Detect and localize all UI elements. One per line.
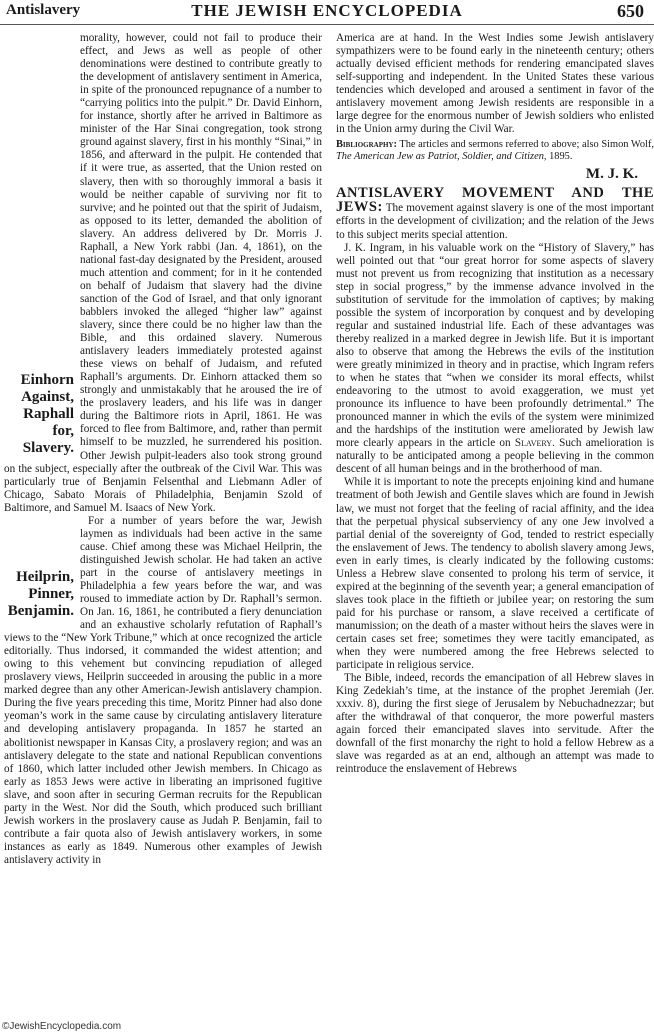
page-number: 650 <box>617 1 644 21</box>
page-header <box>0 0 654 25</box>
right-paragraph-bible: The Bible, indeed, records the emancipation of all Hebrew slaves in King Zedekiah’s time, at the instance of the prophet Jeremiah (Jer. xxxiv. 8), during the first siege of Jerusalem by Nebuchadnezzar; but after the withdrawal of that conqueror, the more powerful masters again forced their emancipated slaves into servitude. After the downfall of the first monarchy the right to hold a fellow Hebrew as a slave was regarded as at an end, although an attempt was made to reintroduce the enslavement of Hebrews <box>336 672 654 776</box>
margin-heading-heilprin: Heilprin, Pinner, Benjamin. <box>7 568 74 619</box>
article-intro-paragraph <box>336 187 654 241</box>
left-paragraph-1 <box>4 32 322 515</box>
right-paragraph-ingram <box>336 242 654 477</box>
author-signature: M. J. K. <box>585 166 638 183</box>
left-paragraph-2 <box>4 515 322 867</box>
bibliography-text: The articles and sermons referred to above; also Simon Wolf, <box>396 139 654 151</box>
article-intro-text: The movement against slavery is one of the most important efforts in the development of civilization; and the relation of the Jews to this subject merits special attention. <box>336 202 654 241</box>
left-paragraph-2-text: For a number of years before the war, Jewish laymen as individuals had been active in the same cause. Chief among these was Michael Heilprin, the distinguished Jewish scholar. He had taken an active part in the course of antislavery meetings in Philadelphia a few years before the war, and was roused to immediate action by Dr. Raphall’s sermon. On Jan. 16, 1861, he contributed a fiery denunciation and an exhaustive scholarly refutation of Raphall’s views to the “New York Tribune,” which at once recognized the article editorially. Thus indorsed, it commanded the widest attention; and owing to this vehement but convincing repudiation of alleged proslavery views, Heilprin succeeded in arousing the public in a more marked degree than any other American-Jewish antislavery champion. During the five years preceding this time, Moritz Pinner had also done yeoman’s work in the same cause by circulating antislavery literature and developing antislavery propaganda. In 1857 he started an abolitionist newspaper in Kansas City, a proslavery region; and was an antislavery delegate to the state and national Republican conventions of 1860, which latter included other Jewish members. In Chicago as early as 1853 Jews were active in liberating an imprisoned fugitive slave, and soon after in securing German recruits for the Republican party in the West. Nor did the South, which produced such brilliant Jewish workers in the proslavery cause as Judah P. Benjamin, fail to contribute a fair quota also of Jewish antislavery workers, in some instances as early as 1849. Numerous other examples of Jewish antislavery activity in <box>4 514 322 866</box>
bibliography-book-title: The American Jew as Patriot, Soldier, and Citizen, <box>336 151 547 163</box>
ingram-text-a: J. K. Ingram, in his valuable work on the “History of Slavery,” has well pointed out that “our great horror for some aspects of slavery must not prevent us from recognizing that institution as a necessary step in social progress,” by the immense advance involved in the substitution of servitude for the immolation of captives; by making possible the system of incorporation by conquest and by developing regular and sustained industrial life. Each of these advantages was thereby realized in a marked degree in Jewish life. But it is important also to observe that among the Hebrews the evils of the institution were greatly minimized in theory and in practise, which Ingram refers to when he states that “when we consider its moral effects, whilst endeavoring to the utmost to avoid exaggeration, we must yet pronounce its influence to have been profoundly detrimental.” The pronounced manner in which the evils of the system were minimized and the hardships of the institution were ameliorated by Jewish law more clearly appears in the article on <box>336 241 654 450</box>
bibliography-label: Bibliography: <box>336 139 397 151</box>
copyright-footer: ©JewishEncyclopedia.com <box>2 1021 122 1032</box>
slavery-cross-reference-link[interactable]: Slavery <box>514 437 553 450</box>
margin-heading-einhorn: Einhorn Against, Raphall for, Slavery. <box>20 372 74 456</box>
right-paragraph-1: America are at hand. In the West Indies some Jewish antislavery sympathizers were to be found early in the nineteenth century; others actually devised efficient methods for rendering emancipated slaves self-supporting and independent. In the United States these various tendencies which developed and aroused a sentiment in favor of the antislavery movement among Jewish residents are responsible in a large degree for the enormous number of Jewish soldiers who enlisted in the Union army during the Civil War. <box>336 32 654 136</box>
running-head-left: Antislavery <box>6 2 81 18</box>
left-column <box>4 32 322 867</box>
right-column <box>336 32 654 776</box>
publication-title: THE JEWISH ENCYCLOPEDIA <box>191 1 463 20</box>
right-paragraph-precepts: While it is important to note the precepts enjoining kind and humane treatment of both Jewish and Gentile slaves which are found in Jewish law, we must not forget that the feeling of racial affinity, and the idea that the perpetual physical subserviency of any one Jew involved a partial denial of the sovereignty of God, tended to restrict especially the enslavement of Jews. The tendency to abolish slavery among Jews, even in early times, is clearly indicated by the following customs: Unless a Hebrew slave consented to prolong his term of service, it expired at the beginning of the seventh year; a general emancipation of slaves took place in the fiftieth or jubilee year; on restoring the sum paid for his purchase or ransom, a slave received a certificate of manumission; on the death of a master without heirs the slaves were in certain cases set free; sometimes they were tacitly emancipated, as when they were numbered among the free Hebrews selected to participate in religious service. <box>336 476 654 672</box>
left-paragraph-1-text: morality, however, could not fail to produce their effect, and Jews as well as people of other denominations were destined to contribute greatly to the development of antislavery sentiment in America, in spite of the pronounced repugnance of a number to “carrying politics into the pulpit.” Dr. David Einhorn, for instance, shortly after he arrived in Baltimore as minister of the Har Sinai congregation, took strong ground against slavery, first in his monthly “Sinai,” in 1856, and afterward in the pulpit. He contended that if it were true, as asserted, that the Union rested on slavery, then with so thoroughly immoral a basis it would be neither capable of surviving nor fit to survive; and he pointed out that the spirit of Judaism, as opposed to its letter, demanded the abolition of slavery. An address delivered by Dr. Morris J. Raphall, a New York rabbi (Jan. 4, 1861), on the national fast-day designated by the President, aroused much attention and comment; for in it he contended on behalf of Judaism that slavery had the divine sanction of the God of Israel, and that only ignorant babblers invoked the alleged “higher law” against slavery, since there could be no higher law than the Bible, and this ordained slavery. Numerous antislavery leaders immediately protested against these views on behalf of Judaism, and refuted Raphall’s arguments. Dr. Einhorn attacked them so strongly and unmistakably that he aroused the ire of the proslavery leaders, and his life was in danger during the Baltimore riots in April, 1861. He was forced to flee from Baltimore, and, rather than permit himself to be muzzled, he surrendered his position. Other Jewish pulpit-leaders also took strong ground on the subject, especially after the outbreak of the Civil War. This was particularly true of Benjamin Felsenthal and Liebmann Adler of Chicago, Sabato Morais of Philadelphia, Benjamin Szold of Baltimore, and Samuel M. Isaacs of New York. <box>4 32 322 514</box>
ingram-text-b: . Such amelioration is naturally to be anticipated among a people believing in the common descent of all human beings and in the brotherhood of man. <box>336 437 654 476</box>
bibliography-year: 1895. <box>546 151 573 163</box>
article-title: ANTISLAVERY MOVEMENT AND THE JEWS: <box>336 185 654 216</box>
bibliography <box>336 139 654 163</box>
